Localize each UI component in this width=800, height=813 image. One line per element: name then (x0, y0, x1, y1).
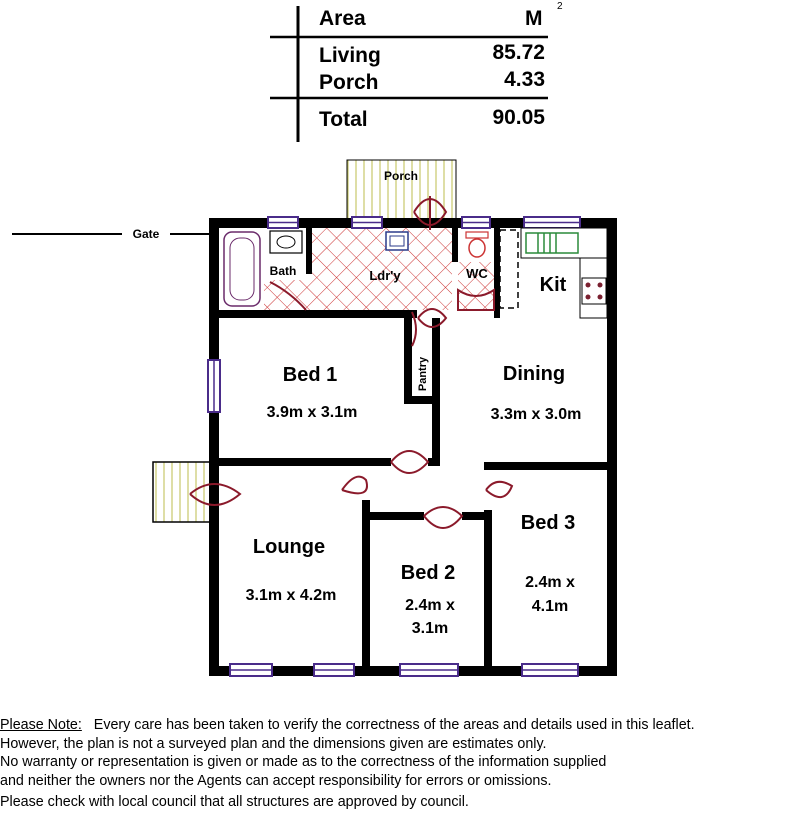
label-laundry: Ldr'y (369, 268, 401, 283)
table-total-label: Total (319, 108, 368, 131)
label-kit: Kit (539, 274, 567, 296)
table-row-living-label: Living (319, 44, 381, 67)
bathtub (224, 232, 260, 306)
wall-ldry-wc (452, 228, 458, 262)
disclaimer-line-4: and neither the owners nor the Agents can accept responsibility for errors or omissions. (0, 772, 552, 789)
toilet-bowl (469, 239, 485, 257)
toilet-cistern (466, 232, 488, 238)
bath-lattice (264, 280, 312, 310)
table-header-label: Area (319, 7, 366, 30)
kitchen-sink (526, 233, 578, 253)
disclaimer-text-1: Every care has been taken to verify the correctness of the areas and details used in this leaflet. (93, 717, 695, 733)
disclaimer-line-3: No warranty or representation is given or made as to the correctness of the information supplied (0, 754, 607, 770)
area-table (270, 1, 563, 142)
label-wc: WC (466, 266, 488, 281)
label-pantry: Pantry (417, 356, 429, 392)
table-row-porch-label: Porch (319, 71, 379, 94)
table-header-unit-sup: 2 (557, 1, 563, 12)
wall-pantry-right (432, 318, 440, 464)
label-lounge-size: 3.1m x 4.2m (245, 587, 337, 604)
label-bed3-name: Bed 3 (520, 512, 576, 534)
door-bed1 (391, 451, 428, 473)
wall-right (607, 218, 617, 676)
table-header-unit: M (525, 7, 543, 30)
label-bed2-name: Bed 2 (400, 562, 456, 584)
wall-bed2-top-a (362, 512, 424, 520)
disclaimer-line-1 (0, 716, 800, 735)
wall-bed3-left (484, 510, 492, 666)
door-bed3 (486, 482, 512, 497)
table-row-living-value: 85.72 (492, 41, 545, 64)
wall-bath-ldry (306, 228, 312, 274)
table-total-value: 90.05 (492, 106, 545, 129)
cooktop (582, 278, 606, 304)
label-lounge-name: Lounge (252, 536, 326, 558)
label-bed2-size-2: 3.1m (411, 620, 449, 637)
label-bath: Bath (269, 264, 297, 278)
side-steps-deck (153, 462, 211, 522)
disclaimer-label: Please Note: (0, 717, 82, 733)
wall-dining-bottom (484, 462, 607, 470)
disclaimer (0, 716, 800, 812)
disclaimer-line-2: However, the plan is not a surveyed plan and the dimensions given are estimates only. (0, 735, 547, 752)
wall-lounge-right (362, 500, 370, 666)
label-dining-name: Dining (502, 363, 566, 385)
door-lounge (342, 477, 367, 494)
basin (270, 231, 302, 253)
wall-bed1-bottom-a (219, 458, 391, 466)
wall-bed1-bottom-b (428, 458, 440, 466)
label-dining-size: 3.3m x 3.0m (490, 406, 582, 423)
wall-service-bottom (219, 310, 417, 318)
label-bed2-size-1: 2.4m x (405, 597, 455, 614)
label-bed3-size-1: 2.4m x (525, 574, 575, 591)
laundry-trough (386, 232, 408, 250)
door-bed2 (424, 507, 462, 528)
label-porch: Porch (383, 169, 419, 183)
wall-left (209, 218, 219, 676)
label-bed1-size: 3.9m x 3.1m (266, 404, 358, 421)
label-bed1-name: Bed 1 (282, 364, 338, 386)
wall-pantry-left (404, 318, 412, 402)
table-row-porch-value: 4.33 (504, 68, 545, 91)
fridge-space (500, 230, 518, 308)
disclaimer-line-5: Please check with local council that all structures are approved by council. (0, 794, 469, 810)
label-bed3-size-2: 4.1m (531, 598, 569, 615)
label-gate: Gate (132, 227, 160, 241)
